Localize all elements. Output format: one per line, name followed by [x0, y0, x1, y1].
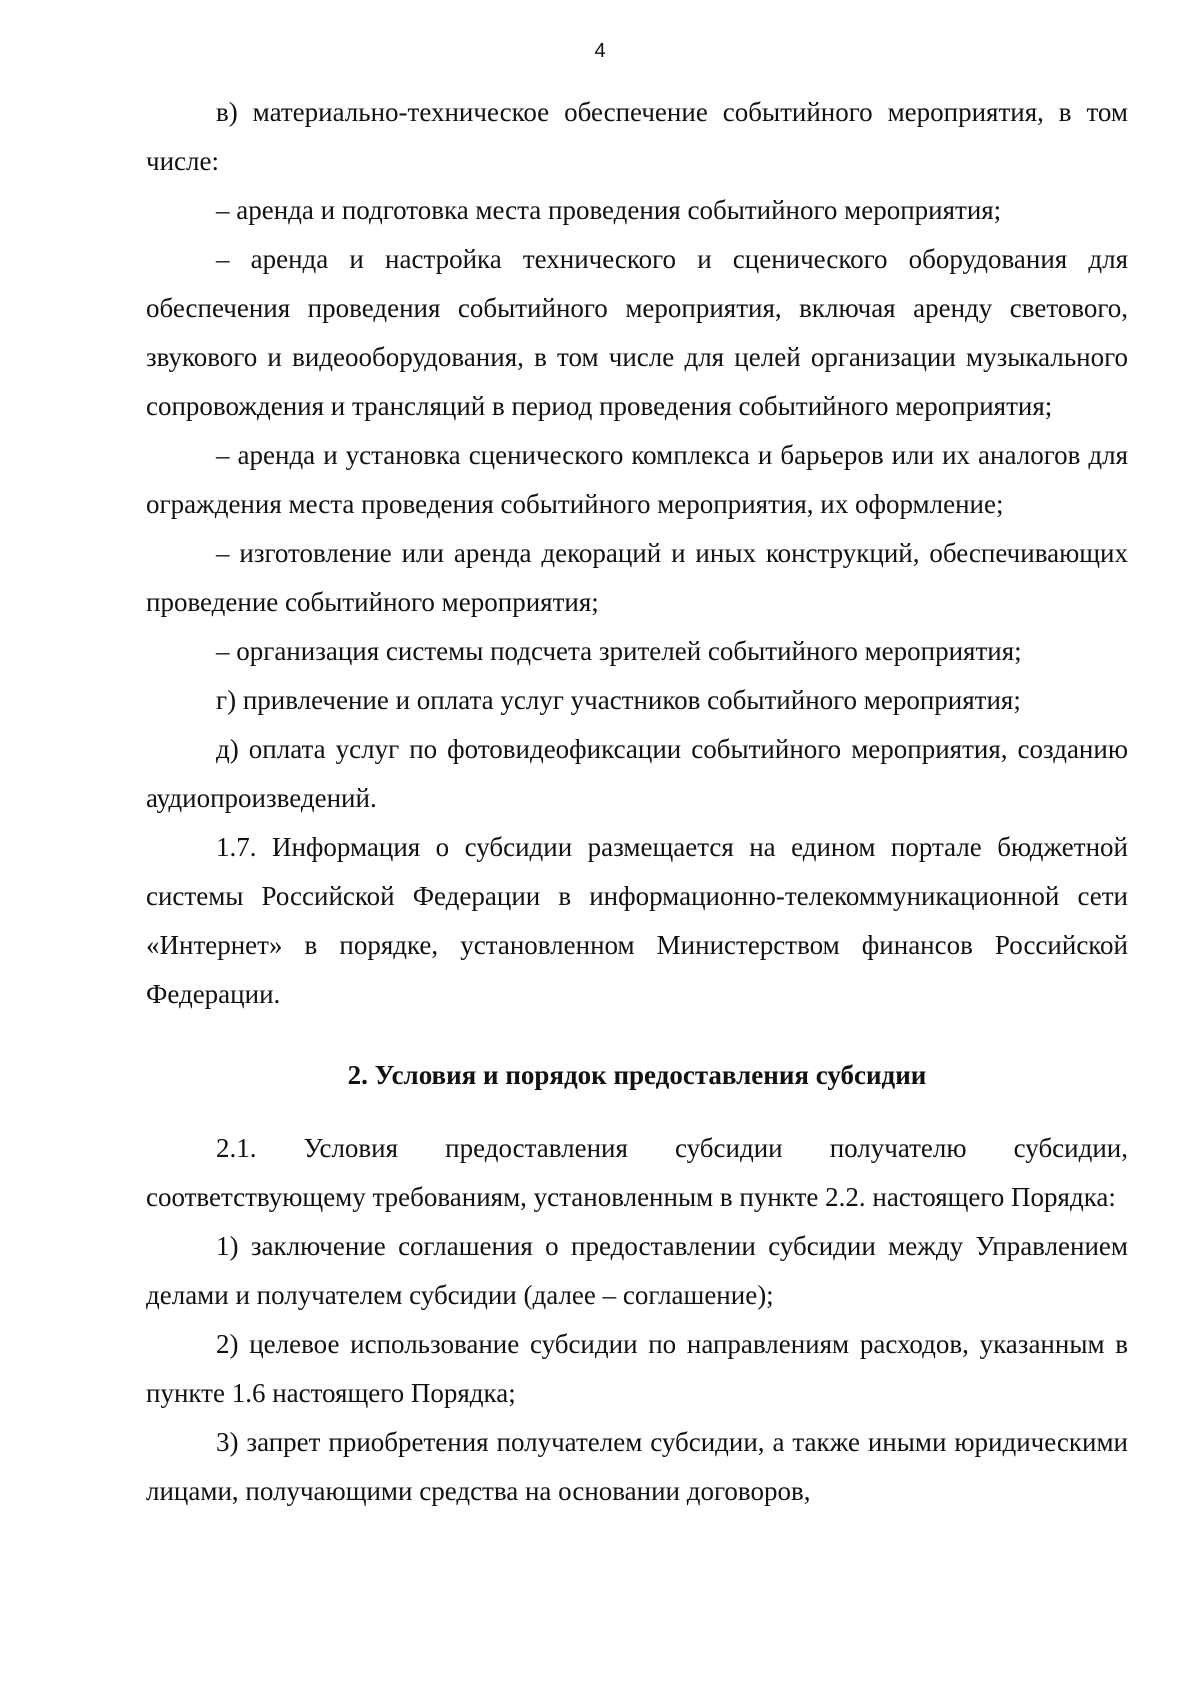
paragraph: д) оплата услуг по фотовидеофиксации событийного мероприятия, созданию аудиопроизведений. [146, 734, 1128, 813]
paragraph: в) материально-техническое обеспечение событийного мероприятия, в том числе: [146, 97, 1128, 176]
document-body [146, 88, 1128, 1516]
paragraph: – аренда и установка сценического комплекса и барьеров или их аналогов для ограждения места проведения событийного мероприятия, их оформление; [146, 440, 1128, 519]
paragraph: – аренда и подготовка места проведения событийного мероприятия; [216, 195, 1002, 225]
section-heading: 2. Условия и порядок предоставления субсидии [347, 1060, 927, 1090]
paragraph: – изготовление или аренда декораций и иных конструкций, обеспечивающих проведение событийного мероприятия; [146, 538, 1128, 617]
page-number: 4 [594, 40, 606, 62]
paragraph: – организация системы подсчета зрителей событийного мероприятия; [216, 636, 1022, 666]
paragraph: – аренда и настройка технического и сценического оборудования для обеспечения проведения событийного мероприятия, включая аренду светового, звукового и видеооборудования, в том числе для целей организации музыкального сопровождения и трансляций в период проведения событийного мероприятия; [146, 244, 1128, 421]
paragraph: 1) заключение соглашения о предоставлении субсидии между Управлением делами и получателем субсидии (далее – соглашение); [146, 1231, 1128, 1310]
paragraph: г) привлечение и оплата услуг участников событийного мероприятия; [216, 685, 1021, 715]
paragraph: 3) запрет приобретения получателем субсидии, а также иными юридическими лицами, получающими средства на основании договоров, [146, 1427, 1128, 1506]
paragraph: 1.7. Информация о субсидии размещается на едином портале бюджетной системы Российской Федерации в информационно-телекоммуникационной сети «Интернет» в порядке, установленном Министерством финансов Российской Федерации. [146, 832, 1128, 1009]
paragraph: 2) целевое использование субсидии по направлениям расходов, указанным в пункте 1.6 настоящего Порядка; [146, 1329, 1128, 1408]
paragraph: 2.1. Условия предоставления субсидии получателю субсидии, соответствующему требованиям, установленным в пункте 2.2. настоящего Порядка: [146, 1133, 1128, 1212]
